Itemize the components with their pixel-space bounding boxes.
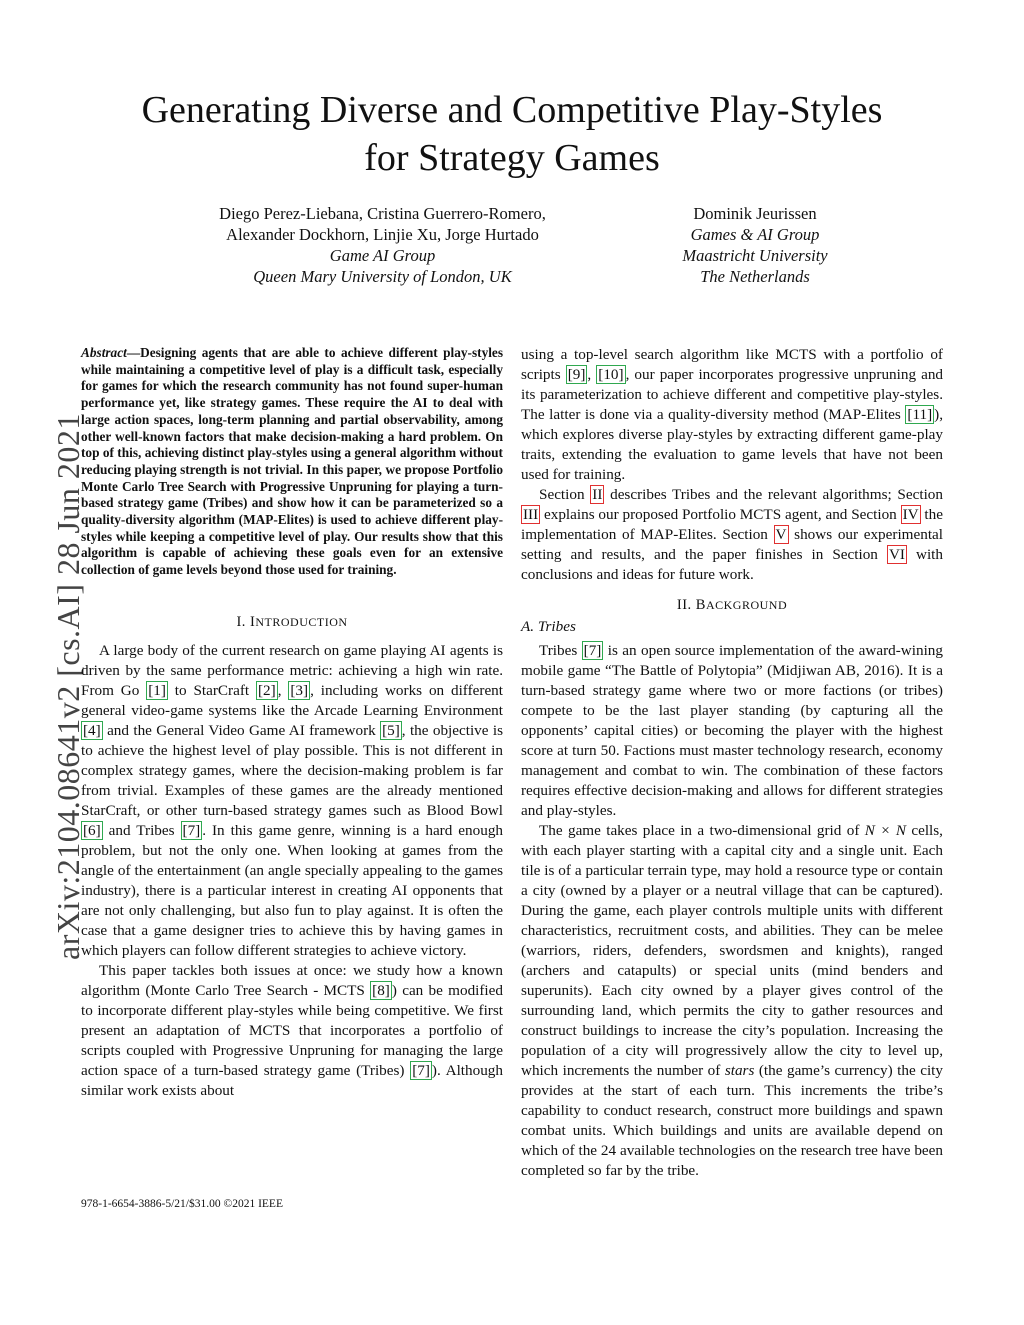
author-university: Maastricht University bbox=[682, 246, 828, 265]
section-link[interactable]: II bbox=[592, 486, 603, 503]
section-link[interactable]: VI bbox=[888, 546, 905, 563]
abstract bbox=[81, 345, 503, 579]
section-heading-introduction: I. INTRODUCTION bbox=[236, 613, 348, 630]
right-paragraph-2: Section II describes Tribes and the relevant algorithms; Section III explains our proposed Portfolio MCTS agent, and Section IV the implementation of MAP-Elites. Section V shows our experimental setting and results, and the paper finishes in Section VI with conclusions and ideas for future work. bbox=[521, 486, 944, 583]
right-column bbox=[521, 345, 943, 1181]
subsection-heading-tribes: A. Tribes bbox=[521, 618, 576, 635]
author-name: Dominik Jeurissen bbox=[693, 204, 817, 223]
citation-link[interactable]: [8] bbox=[372, 981, 390, 999]
citation-link[interactable]: [7] bbox=[182, 821, 201, 839]
math-n-times-n: N × N bbox=[864, 822, 906, 839]
title-line-2: for Strategy Games bbox=[364, 137, 660, 179]
arxiv-id: arXiv:2104.08641v2 [cs.AI] 28 Jun 2021 bbox=[50, 413, 86, 960]
citation-link[interactable]: [3] bbox=[290, 681, 309, 699]
intro-paragraph-1: A large body of the current research on game playing AI agents is driven by the same performance metric: achieving a high win rate. From Go [1] to StarCraft [2] , [3] , including works on different general video-game systems like the Arcade Learning Environment [4] and the General Video Game AI framework [5] , the objective is to achieve the highest level of play possible. This is not different in complex strategy games, where the decision-making problem is far from trivial. Examples of these games are the already mentioned StarCraft, or other turn-based strategy games such as Blood Bowl [6] and Tribes [7] . In this game genre, winning is a hard enough problem, but not the only one. When looking at games from the angle of the entertainment (an angle specially appealing to the games industry), there is a particular interest in creating AI opponents that are not only challenging, but also fun to play against. It is often the case that a game designer tries to achieve this by having games in which players can follow different strategies to achieve victory. bbox=[81, 641, 504, 959]
citation-link[interactable]: [11] bbox=[907, 406, 933, 423]
right-paragraph-4: The game takes place in a two-dimensional grid of N × N cells, with each player starting with a capital city and a single unit. Each tile is of a particular terrain type, may hold a resource type or contain a city (owned by a player or a neutral village that can be captured). During the game, each player controls multiple units with different characteristics, recruitment costs, and abilities. They can be melee (warriors, riders, defenders, swordsmen and knights), ranged (archers and catapults) or special units (mind benders and superunits). Each city owned by a player gives control of the surrounding land, which permits the city to gather resources and construct buildings to increase the city’s population. Increasing the population of a city will progressively allow the city to level up, which increments the number of stars (the game’s currency) the city provides at the start of each turn. This increments the tribe’s capability to conduct research, construct more buildings and spawn combat units. Which buildings and units are available depend on which of the 24 available technologies on the research tree have been completed so far by the tribe. bbox=[521, 822, 943, 1179]
citation-link[interactable]: [9] bbox=[567, 366, 586, 383]
citation-link[interactable]: [5] bbox=[382, 721, 400, 739]
section-link[interactable]: IV bbox=[902, 506, 919, 523]
citation-link[interactable]: [1] bbox=[148, 681, 166, 699]
author-country: The Netherlands bbox=[700, 267, 810, 286]
citation-link[interactable]: [7] bbox=[412, 1061, 430, 1079]
right-paragraph-3: Tribes [7] is an open source implementation of the award-wining mobile game “The Battle of Polytopia” (Midjiwan AB, 2016). It is a turn-based strategy game where two or more factions (or tribes) compete to be the last player standing (by capturing all the opponents’ capital cities) or becoming the player with the highest score at turn 50. Factions must master technology research, economy management and combat to win. The combination of these factors requires effective decision-making and allows for different strategies and play-styles. bbox=[521, 642, 943, 819]
citation-link[interactable]: [4] bbox=[83, 721, 101, 739]
author-names-1: Diego Perez-Liebana, Cristina Guerrero-Romero, bbox=[219, 204, 546, 223]
section-link[interactable]: III bbox=[523, 506, 539, 523]
citation-link[interactable]: [2] bbox=[257, 681, 276, 699]
section-heading-background: II. BACKGROUND bbox=[676, 597, 788, 613]
right-paragraph-1: using a top-level search algorithm like MCTS with a portfolio of scripts [9] , [10] , our paper incorporates progressive unpruning and its parameterization to achieve different and competitive play-styles. The latter is done via a quality-diversity method (MAP-Elites [11] ), which explores diverse play-styles by extracting different game-play traits, extending the evaluation to game levels that have not been used for training. bbox=[521, 346, 944, 483]
author-affiliation: Queen Mary University of London, UK bbox=[253, 267, 512, 286]
arxiv-stamp bbox=[20, 360, 86, 960]
paper-title bbox=[60, 86, 964, 182]
authors-block-left bbox=[150, 203, 615, 287]
author-group: Games & AI Group bbox=[690, 225, 820, 244]
citation-link[interactable]: [7] bbox=[583, 642, 602, 659]
citation-link[interactable]: [6] bbox=[83, 821, 101, 839]
stars-term: stars bbox=[724, 1062, 755, 1079]
citation-link[interactable]: [10] bbox=[598, 366, 624, 383]
authors-block-right bbox=[630, 203, 880, 287]
copyright-footer: 978-1-6654-3886-5/21/$31.00 ©2021 IEEE bbox=[81, 1198, 283, 1210]
section-link[interactable]: V bbox=[775, 526, 787, 543]
abstract-text: —Designing agents that are able to achieve different play-styles while maintaining a competitive level of play is a difficult task, especially for games for which the research community has not found super-human performance yet, like strategy games. These require the AI to deal with large action spaces, long-term planning and partial observability, among other well-known factors that make decision-making a hard problem. On top of this, achieving distinct play-styles using a general algorithm without reducing playing strength is not trivial. In this paper, we propose Portfolio Monte Carlo Tree Search with Progressive Unpruning for playing a turn-based strategy game (Tribes) and show how it can be parameterized so a quality-diversity algorithm (MAP-Elites) is used to achieve different play-styles while keeping a competitive level of play. Our results show that this algorithm is capable of achieving these goals even for an extensive collection of game levels beyond those used for training. bbox=[81, 345, 503, 578]
author-group: Game AI Group bbox=[329, 246, 436, 265]
left-column bbox=[81, 345, 503, 1101]
intro-paragraph-2: This paper tackles both issues at once: we study how a known algorithm (Monte Carlo Tree Search - MCTS [8] ) can be modified to incorporate different play-styles while being competitive. We first present an adaptation of MCTS that incorporates a portfolio of scripts coupled with Progressive Unpruning for managing the large action space of a turn-based strategy game (Tribes) [7] ). Although similar work exists about bbox=[81, 961, 503, 1099]
title-line-1: Generating Diverse and Competitive Play-Styles bbox=[141, 89, 883, 131]
abstract-label: Abstract bbox=[81, 345, 127, 360]
author-names-2: Alexander Dockhorn, Linjie Xu, Jorge Hurtado bbox=[226, 225, 539, 244]
